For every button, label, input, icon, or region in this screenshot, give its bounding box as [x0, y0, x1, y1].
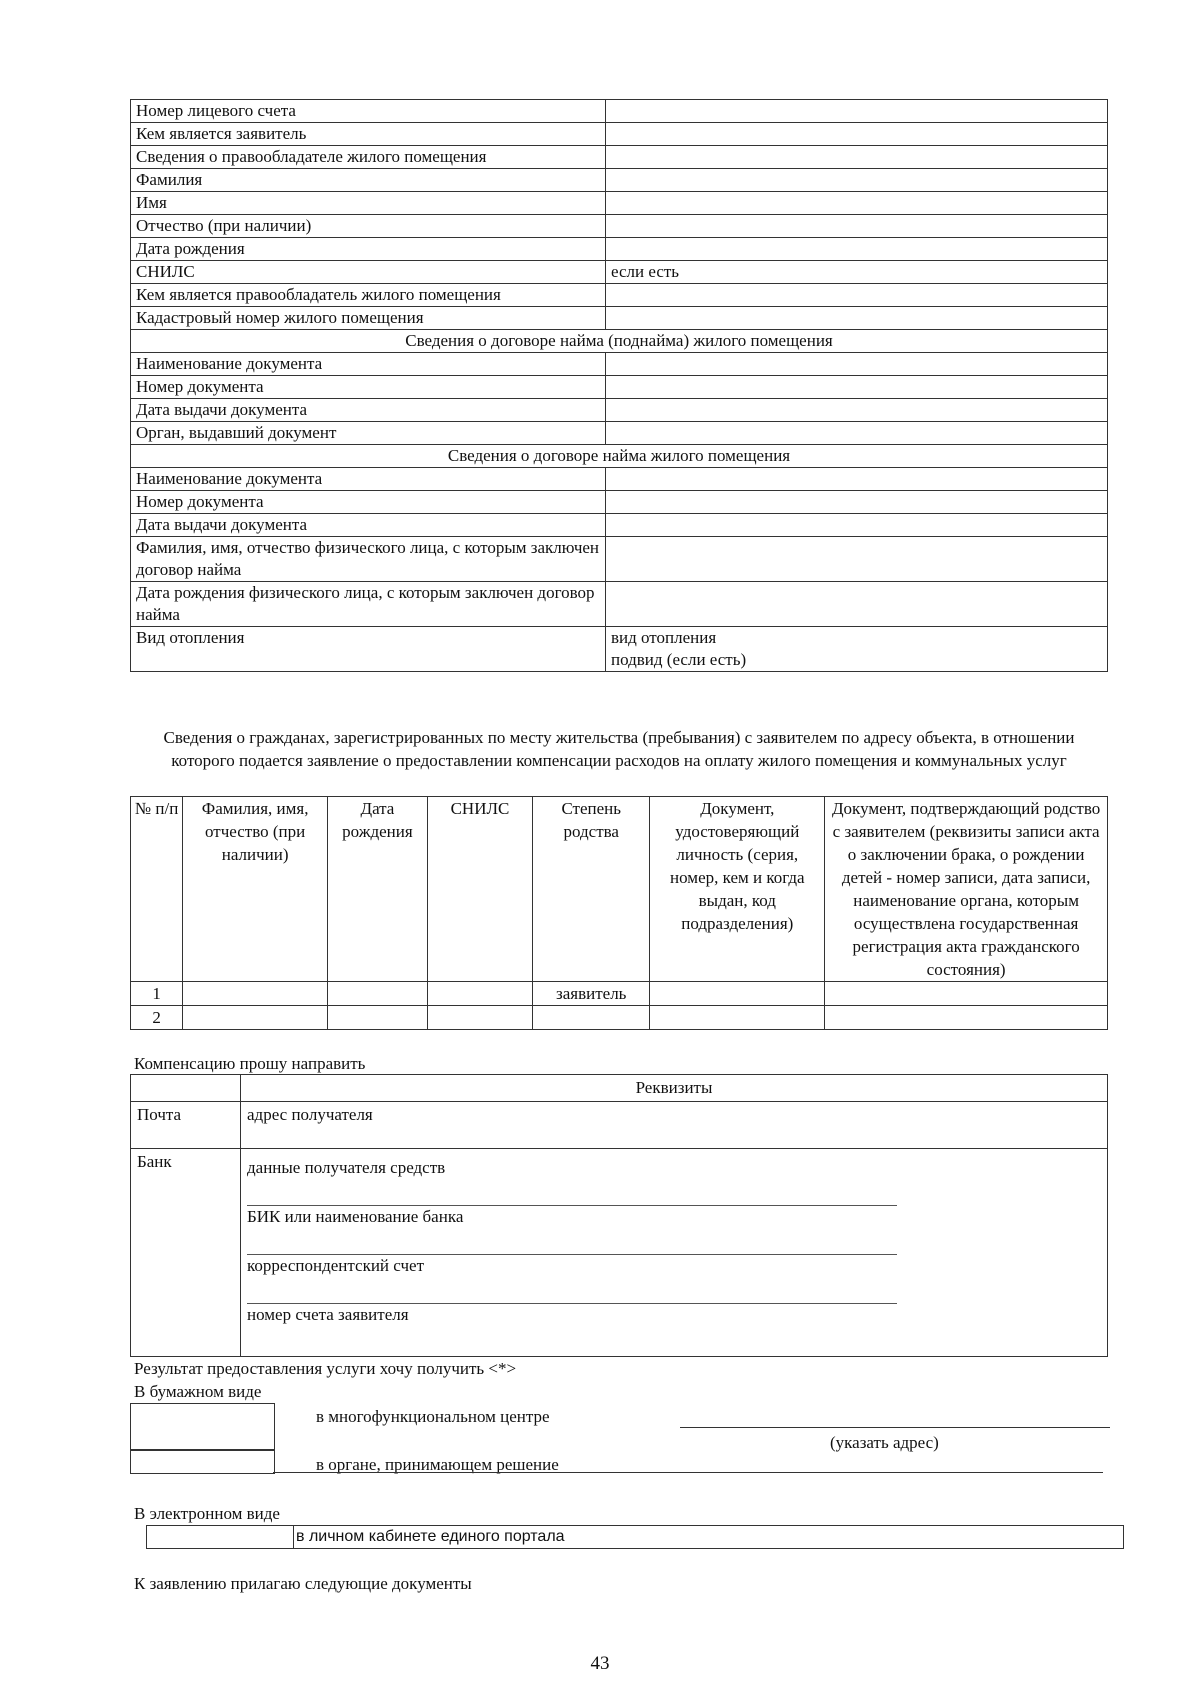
- info-value[interactable]: [606, 284, 1108, 307]
- info-row: [131, 376, 1108, 399]
- info-label: Дата рождения: [131, 238, 606, 261]
- registered-citizens-intro: Сведения о гражданах, зарегистрированных по месту жительства (пребывания) с заявителем по адресу объекта, в отношении которого подается заявление о предоставлении компенсации расходов на оплату жилого помещения и коммунальных услуг: [163, 728, 1075, 770]
- bank-key: Банк: [131, 1149, 241, 1357]
- info-label: СНИЛС: [131, 261, 606, 284]
- portal-label: в личном кабинете единого портала: [296, 1528, 565, 1545]
- bank-field-bik[interactable]: [247, 1230, 897, 1255]
- section-row: [131, 445, 1108, 468]
- registered-header-cell: СНИЛС: [427, 797, 532, 982]
- info-value[interactable]: [606, 100, 1108, 123]
- compensation-table: [130, 1074, 1108, 1357]
- info-row: [131, 169, 1108, 192]
- heating-type: вид отопления: [611, 628, 717, 647]
- electronic-label: В электронном виде: [134, 1504, 280, 1523]
- requisites-header: Реквизиты: [241, 1075, 1108, 1102]
- info-label: Дата выдачи документа: [131, 514, 606, 537]
- info-row: [131, 215, 1108, 238]
- mail-key: Почта: [131, 1102, 241, 1149]
- info-label: Сведения о правообладателе жилого помещения: [131, 146, 606, 169]
- bank-field-account[interactable]: [247, 1328, 897, 1352]
- info-label: Кем является правообладатель жилого помещения: [131, 284, 606, 307]
- portal-checkbox-divider: [293, 1526, 294, 1548]
- registered-cell[interactable]: [825, 1006, 1108, 1030]
- info-value[interactable]: [606, 353, 1108, 376]
- registered-cell[interactable]: 2: [131, 1006, 183, 1030]
- info-row: [131, 582, 1108, 627]
- info-value[interactable]: [606, 582, 1108, 627]
- info-value[interactable]: [606, 192, 1108, 215]
- registered-header-cell: Дата рождения: [328, 797, 428, 982]
- organ-label: в органе, принимающем решение: [316, 1455, 559, 1474]
- info-value[interactable]: [606, 146, 1108, 169]
- heating-subtype: подвид (если есть): [611, 650, 747, 669]
- portal-option[interactable]: [146, 1525, 1124, 1549]
- registered-header-cell: № п/п: [131, 797, 183, 982]
- registered-citizens-table: [130, 796, 1108, 1030]
- info-label: Наименование документа: [131, 468, 606, 491]
- info-value[interactable]: [606, 399, 1108, 422]
- registered-header-cell: Фамилия, имя, отчество (при наличии): [183, 797, 328, 982]
- info-label: Дата рождения физического лица, с которым заключен договор найма: [131, 582, 606, 627]
- info-label: Кем является заявитель: [131, 123, 606, 146]
- mfc-checkbox[interactable]: [130, 1403, 275, 1451]
- info-row: [131, 399, 1108, 422]
- info-row: [131, 123, 1108, 146]
- info-label: Фамилия, имя, отчество физического лица, с которым заключен договор найма: [131, 537, 606, 582]
- result-label: Результат предоставления услуги хочу получить <*>: [134, 1359, 517, 1378]
- info-row: [131, 514, 1108, 537]
- attachments-label: К заявлению прилагаю следующие документы: [134, 1574, 472, 1593]
- info-row: [131, 100, 1108, 123]
- registered-row: [131, 1006, 1108, 1030]
- compensation-label: Компенсацию прошу направить: [134, 1054, 366, 1073]
- info-value[interactable]: [606, 468, 1108, 491]
- info-value[interactable]: [606, 169, 1108, 192]
- bank-line-recipient: данные получателя средств: [247, 1158, 446, 1177]
- registered-cell[interactable]: [650, 1006, 825, 1030]
- heating-label: Вид отопления: [131, 627, 606, 672]
- paper-label: В бумажном виде: [134, 1382, 262, 1401]
- info-value[interactable]: [606, 376, 1108, 399]
- bank-line-account: номер счета заявителя: [247, 1305, 409, 1324]
- info-label: Орган, выдавший документ: [131, 422, 606, 445]
- info-value[interactable]: [606, 215, 1108, 238]
- heating-value[interactable]: [606, 627, 1108, 672]
- section-title: Сведения о договоре найма (поднайма) жилого помещения: [131, 330, 1108, 353]
- info-row: [131, 307, 1108, 330]
- registered-cell[interactable]: [183, 1006, 328, 1030]
- registered-header-cell: Степень родства: [533, 797, 650, 982]
- info-row: [131, 261, 1108, 284]
- info-label: Номер документа: [131, 376, 606, 399]
- info-row: [131, 146, 1108, 169]
- info-label: Отчество (при наличии): [131, 215, 606, 238]
- applicant-info-table: [130, 99, 1108, 672]
- section-title: Сведения о договоре найма жилого помещения: [131, 445, 1108, 468]
- info-value[interactable]: [606, 422, 1108, 445]
- registered-header-cell: Документ, удостоверяющий личность (серия, номер, кем и когда выдан, код подразделения): [650, 797, 825, 982]
- info-label: Кадастровый номер жилого помещения: [131, 307, 606, 330]
- info-value[interactable]: [606, 514, 1108, 537]
- heating-row: [131, 627, 1108, 672]
- info-row: [131, 192, 1108, 215]
- info-row: [131, 468, 1108, 491]
- registered-cell[interactable]: [328, 1006, 428, 1030]
- bank-line-bik: БИК или наименование банка: [247, 1207, 464, 1226]
- mail-value: адрес получателя: [241, 1102, 1108, 1149]
- info-row: [131, 238, 1108, 261]
- registered-cell[interactable]: [427, 982, 532, 1006]
- info-row: [131, 491, 1108, 514]
- info-label: Номер документа: [131, 491, 606, 514]
- registered-cell[interactable]: 1: [131, 982, 183, 1006]
- registered-cell[interactable]: [533, 1006, 650, 1030]
- info-value[interactable]: [606, 238, 1108, 261]
- info-label: Номер лицевого счета: [131, 100, 606, 123]
- registered-header-cell: Документ, подтверждающий родство с заявителем (реквизиты записи акта о заключении брака, о рождении детей - номер записи, дата записи, наименование органа, которым осуществлена государственная регистрация акта гражданского состояния): [825, 797, 1108, 982]
- registered-cell[interactable]: [427, 1006, 532, 1030]
- address-hint: (указать адрес): [830, 1433, 939, 1452]
- info-label: Дата выдачи документа: [131, 399, 606, 422]
- paper-divider: [273, 1472, 1103, 1473]
- info-row: [131, 422, 1108, 445]
- bank-field-corr-account[interactable]: [247, 1279, 897, 1304]
- info-row: [131, 537, 1108, 582]
- info-row: [131, 284, 1108, 307]
- bank-details: [241, 1149, 1108, 1357]
- registered-cell[interactable]: [183, 982, 328, 1006]
- info-row: [131, 353, 1108, 376]
- info-value[interactable]: [606, 491, 1108, 514]
- registered-cell[interactable]: [650, 982, 825, 1006]
- info-value[interactable]: [606, 307, 1108, 330]
- mfc-label: в многофункциональном центре: [316, 1407, 550, 1426]
- info-label: Наименование документа: [131, 353, 606, 376]
- address-line[interactable]: [680, 1427, 1110, 1428]
- info-value[interactable]: [606, 123, 1108, 146]
- bank-field-recipient[interactable]: [247, 1181, 897, 1206]
- registered-cell[interactable]: заявитель: [533, 982, 650, 1006]
- page-number: 43: [590, 1653, 610, 1674]
- section-row: [131, 330, 1108, 353]
- registered-header-row: [131, 797, 1108, 982]
- compensation-empty-cell: [131, 1075, 241, 1102]
- registered-row: [131, 982, 1108, 1006]
- bank-line-corr-account: корреспондентский счет: [247, 1256, 425, 1275]
- organ-checkbox[interactable]: [130, 1449, 275, 1474]
- registered-cell[interactable]: [825, 982, 1108, 1006]
- info-label: Имя: [131, 192, 606, 215]
- info-value[interactable]: если есть: [606, 261, 1108, 284]
- info-label: Фамилия: [131, 169, 606, 192]
- info-value[interactable]: [606, 537, 1108, 582]
- registered-cell[interactable]: [328, 982, 428, 1006]
